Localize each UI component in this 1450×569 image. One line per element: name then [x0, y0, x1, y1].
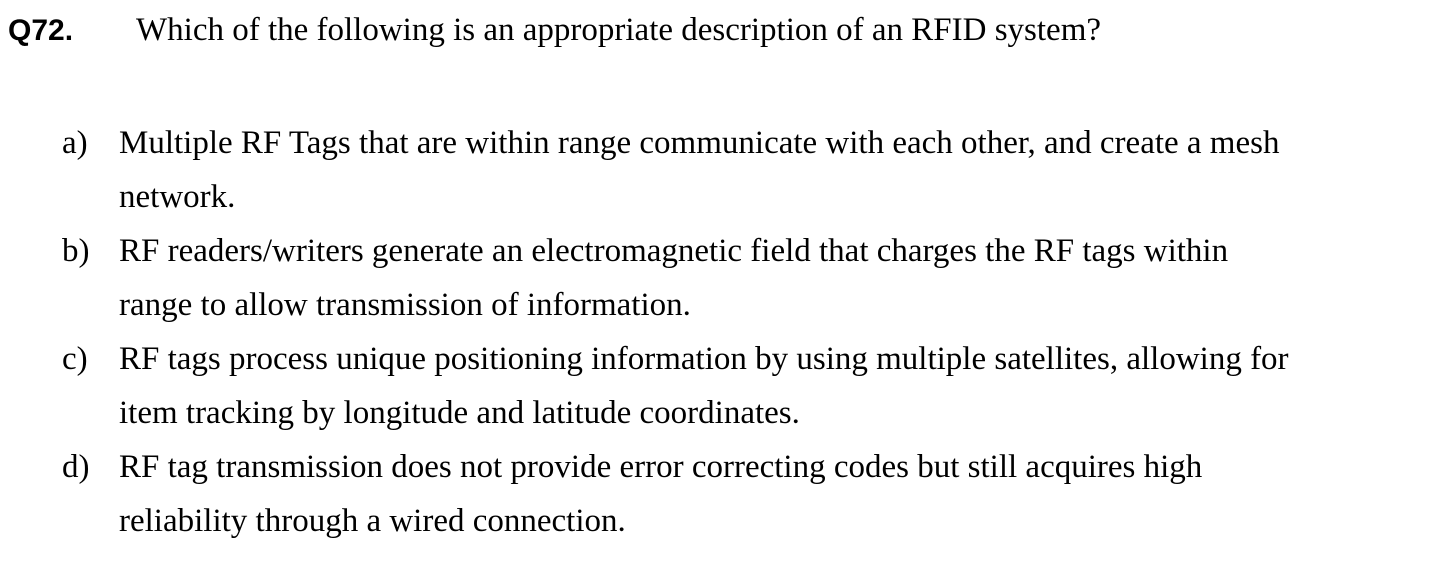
option-c	[62, 332, 1402, 440]
option-text-line: reliability through a wired connection.	[119, 503, 626, 539]
option-text	[119, 116, 1402, 224]
option-d	[62, 440, 1402, 548]
option-text	[119, 440, 1402, 548]
option-text-line: RF tag transmission does not provide error correcting codes but still acquires high	[119, 449, 1203, 485]
option-letter: b)	[62, 233, 90, 269]
option-letter: a)	[62, 125, 88, 161]
option-text	[119, 224, 1402, 332]
option-letter: c)	[62, 341, 88, 377]
option-text-line: Multiple RF Tags that are within range communicate with each other, and create a mesh	[119, 125, 1280, 161]
question-number: Q72.	[8, 14, 74, 47]
option-letter: d)	[62, 449, 90, 485]
option-text-line: network.	[119, 179, 236, 215]
option-text-line: RF tags process unique positioning information by using multiple satellites, allowing for	[119, 341, 1289, 377]
question-text: Which of the following is an appropriate description of an RFID system?	[136, 12, 1102, 48]
option-a	[62, 116, 1402, 224]
option-text	[119, 332, 1402, 440]
option-text-line: item tracking by longitude and latitude coordinates.	[119, 395, 800, 431]
question-header	[8, 12, 1101, 49]
answer-options	[62, 116, 1402, 548]
option-b	[62, 224, 1402, 332]
option-text-line: range to allow transmission of information.	[119, 287, 691, 323]
option-text-line: RF readers/writers generate an electromagnetic field that charges the RF tags within	[119, 233, 1229, 269]
